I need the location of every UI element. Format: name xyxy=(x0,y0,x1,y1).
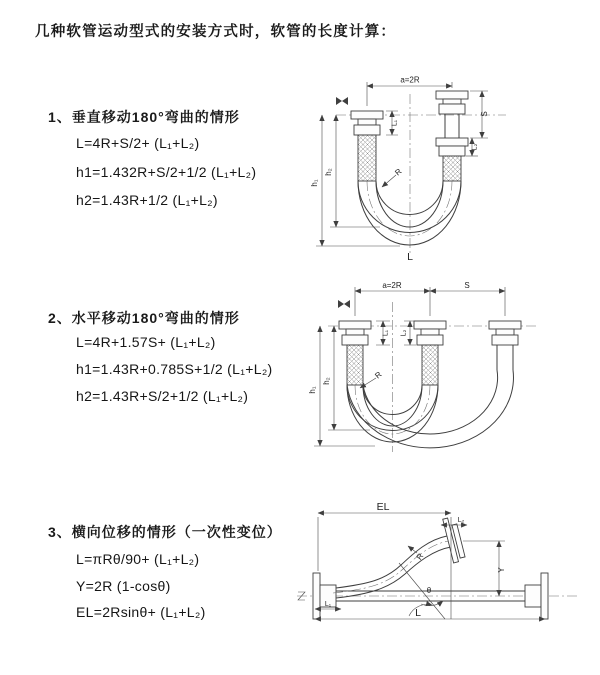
hose-u-bend xyxy=(358,181,461,245)
radius-leader xyxy=(408,546,425,562)
section-cut-mark xyxy=(336,97,348,105)
dim-label-h2: h₂ xyxy=(324,168,333,176)
formula-line: h2=1.43R+S/2+1/2 (L₁+L₂) xyxy=(76,388,249,404)
dim-label-l1: L₁ xyxy=(391,119,399,127)
formula-line: h1=1.43R+0.785S+1/2 (L₁+L₂) xyxy=(76,361,273,377)
dim-label-el: EL xyxy=(376,501,390,513)
left-flange xyxy=(313,573,336,619)
dimension-s xyxy=(470,91,489,138)
diagram-horizontal-180-bend xyxy=(300,278,585,458)
formula-line: Y=2R (1-cosθ) xyxy=(76,578,171,594)
dim-label-h1: h₁ xyxy=(310,179,319,187)
dimension-l1 xyxy=(386,111,399,135)
diagram-lateral-displacement xyxy=(293,497,593,652)
dim-label-s: S xyxy=(480,111,489,117)
formula-line: L=πRθ/90+ (L₁+L₂) xyxy=(76,551,200,567)
radius-leader xyxy=(360,370,384,388)
s-curved-hose-displaced xyxy=(333,536,451,598)
dim-label-h2: h₂ xyxy=(322,377,331,385)
dim-label-r: R xyxy=(373,369,384,381)
dimension-s xyxy=(430,281,505,291)
dim-label-l2: L₂ xyxy=(471,143,479,151)
dim-label-y: Y xyxy=(497,567,506,573)
dim-label-r: R xyxy=(414,551,426,562)
dim-label-s: S xyxy=(464,281,470,290)
section-2-heading: 2、水平移动180°弯曲的情形 xyxy=(48,310,240,326)
formula-line: L=4R+S/2+ (L₁+L₂) xyxy=(76,135,200,151)
dim-label-l: L xyxy=(407,251,413,263)
dimension-a2r xyxy=(355,281,505,316)
dim-label-l2: L₂ xyxy=(400,329,408,337)
left-hose-end-fitting xyxy=(339,321,371,385)
dimension-l1 xyxy=(376,321,390,345)
dim-label-l2: L₂ xyxy=(457,517,465,524)
formula-line: L=4R+1.57S+ (L₁+L₂) xyxy=(76,334,216,350)
left-hose-end-fitting xyxy=(351,111,383,181)
diagram-vertical-180-bend xyxy=(300,68,585,263)
dim-label-r: R xyxy=(393,166,404,178)
dimension-l xyxy=(315,607,545,619)
dim-label-a2r: a=2R xyxy=(400,75,420,85)
right-flange xyxy=(525,573,548,619)
moved-hose-end-fitting xyxy=(489,321,521,370)
section-3-heading: 3、横向位移的情形（一次性变位） xyxy=(48,524,282,540)
middle-hose-end-fitting xyxy=(414,321,446,385)
formula-line: EL=2Rsinθ+ (L₁+L₂) xyxy=(76,604,206,620)
dim-label-theta: θ xyxy=(426,586,432,595)
dimension-y xyxy=(463,541,506,596)
right-hose-end-fitting xyxy=(436,91,468,181)
dim-label-h1: h₁ xyxy=(308,386,317,394)
section-1-heading: 1、垂直移动180°弯曲的情形 xyxy=(48,109,240,125)
formula-line: h1=1.432R+S/2+1/2 (L₁+L₂) xyxy=(76,164,257,180)
dim-label-l1: L₁ xyxy=(382,329,390,337)
dim-label-l: L xyxy=(415,607,421,619)
dim-label-l1: L₁ xyxy=(324,601,332,608)
dim-label-a2r: a=2R xyxy=(382,281,402,290)
page-title: 几种软管运动型式的安装方式时，软管的长度计算： xyxy=(35,24,397,40)
section-cut-mark xyxy=(338,300,350,308)
formula-line: h2=1.43R+1/2 (L₁+L₂) xyxy=(76,192,218,208)
radius-leader xyxy=(382,167,404,187)
